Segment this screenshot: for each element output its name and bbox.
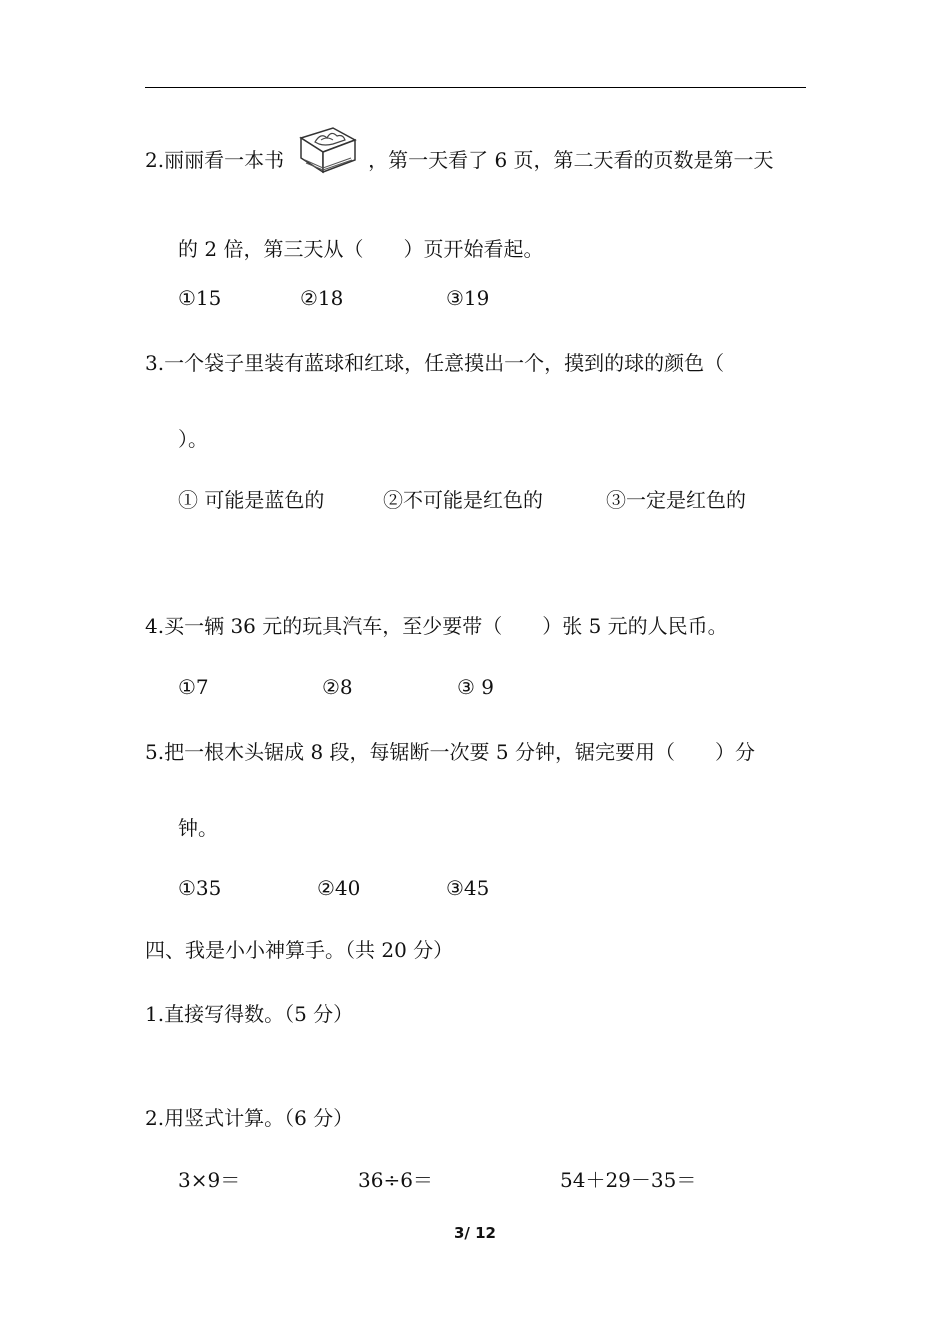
q3-option-2[interactable]: ②不可能是红色的 bbox=[383, 488, 543, 512]
q5-option-2[interactable]: ②40 bbox=[317, 876, 361, 900]
q2-line2: 的 2 倍，第三天从（ ）页开始看起。 bbox=[178, 237, 544, 261]
q2-text-b: ，第一天看了 6 页，第二天看的页数是第一天 bbox=[368, 148, 774, 172]
section4-sub2: 2.用竖式计算。（6 分） bbox=[145, 1106, 354, 1130]
q4-option-3[interactable]: ③ 9 bbox=[457, 675, 495, 699]
q4-line1: 4.买一辆 36 元的玩具汽车，至少要带（ ）张 5 元的人民币。 bbox=[145, 614, 728, 638]
q2-option-2[interactable]: ②18 bbox=[300, 286, 344, 310]
q3-option-3[interactable]: ③一定是红色的 bbox=[606, 488, 746, 512]
section4-sub1: 1.直接写得数。（5 分） bbox=[145, 1002, 354, 1026]
q3-option-1[interactable]: ① 可能是蓝色的 bbox=[178, 488, 325, 512]
calc-1: 3×9＝ bbox=[178, 1168, 241, 1192]
q5-option-3[interactable]: ③45 bbox=[446, 876, 490, 900]
book-icon bbox=[297, 124, 359, 176]
q5-line2: 钟。 bbox=[178, 816, 218, 840]
q3-line1: 3.一个袋子里装有蓝球和红球，任意摸出一个，摸到的球的颜色（ bbox=[145, 351, 725, 375]
q2-text-a: 2.丽丽看一本书 bbox=[145, 148, 285, 172]
q2-option-1[interactable]: ①15 bbox=[178, 286, 222, 310]
q5-option-1[interactable]: ①35 bbox=[178, 876, 222, 900]
calc-3: 54＋29－35＝ bbox=[560, 1168, 697, 1192]
section4-heading: 四、我是小小神算手。（共 20 分） bbox=[145, 938, 454, 962]
q3-line2: ）。 bbox=[178, 427, 208, 451]
q2-option-3[interactable]: ③19 bbox=[446, 286, 490, 310]
header-rule bbox=[145, 87, 806, 88]
page-number: 3/ 12 bbox=[453, 1224, 496, 1242]
q2-line1 bbox=[145, 146, 774, 174]
calc-2: 36÷6＝ bbox=[358, 1168, 433, 1192]
q4-option-1[interactable]: ①7 bbox=[178, 675, 209, 699]
q5-line1: 5.把一根木头锯成 8 段，每锯断一次要 5 分钟，锯完要用（ ）分 bbox=[145, 740, 755, 764]
q4-option-2[interactable]: ②8 bbox=[322, 675, 353, 699]
